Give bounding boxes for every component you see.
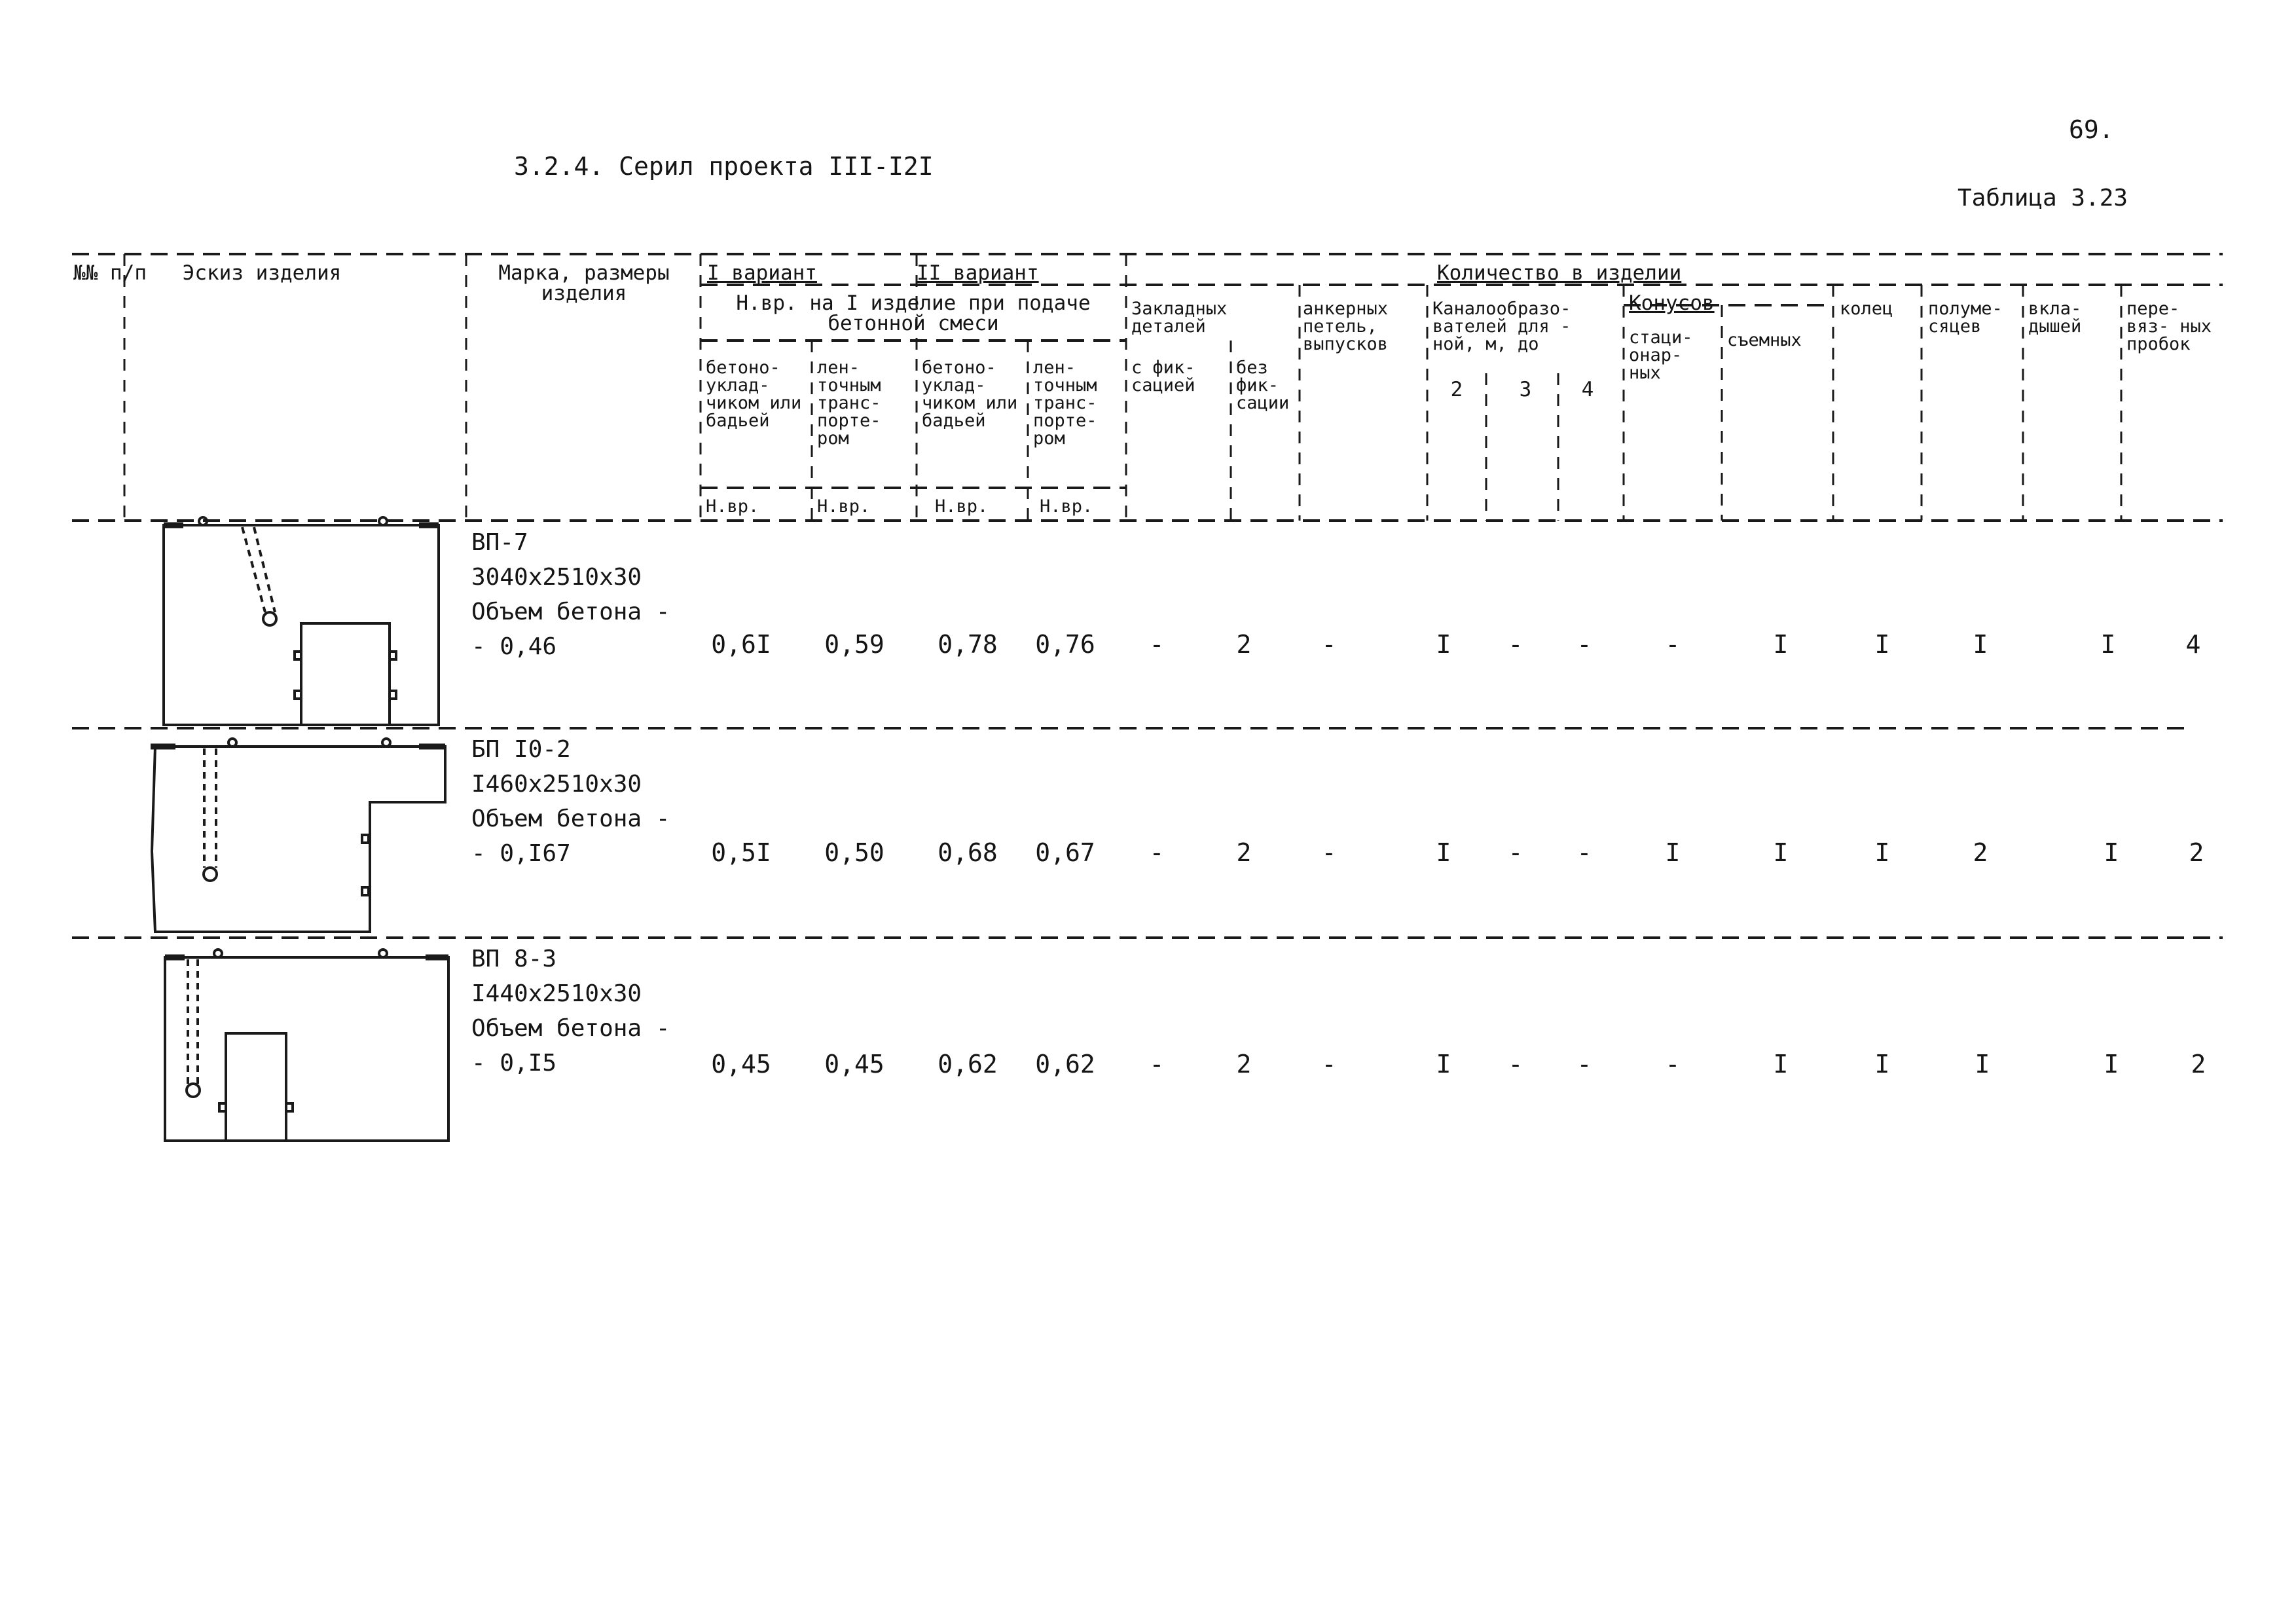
header-embedded: Закладных деталей [1131,299,1228,337]
row2-volume-label: Объем бетона - [471,805,670,832]
header-v2-belt-conveyor: лен- точным транс- порте- ром [1033,358,1097,449]
cell-cones-stationary: - [1665,1050,1681,1079]
cell-embedded-fixed: - [1149,1050,1165,1079]
header-sketch: Эскиз изделия [182,261,342,285]
cell-v2-placer: 0,68 [938,838,998,867]
cell-v2-placer: 0,62 [938,1050,998,1079]
header-anchor: анкерных петель, выпусков [1303,299,1389,354]
cell-v2-placer: 0,78 [938,630,998,659]
cell-embedded-fixed: - [1149,838,1165,867]
cell-channel-4: - [1576,838,1592,867]
cell-v1-conveyor: 0,50 [824,838,884,867]
cell-v1-conveyor: 0,45 [824,1050,884,1079]
row3-volume: - 0,I5 [471,1050,557,1077]
header-cones: Конусов [1629,291,1715,315]
sketch-vp7-icon [164,517,439,725]
header-variant2: II вариант [917,261,1039,285]
sketch-vp8-icon [165,950,448,1141]
header-embedded-not-fixed: без фик- сации [1236,358,1290,413]
cell-channel-2: I [1436,1050,1451,1079]
cell-channel-3: - [1508,838,1523,867]
cell-rings: I [1874,1050,1890,1079]
cell-cones-stationary: - [1665,630,1681,659]
cell-rings: I [1874,630,1890,659]
row1-volume-label: Объем бетона - [471,599,670,625]
cell-channel-3: - [1508,1050,1523,1079]
cell-half-moons: 2 [1973,838,1988,867]
header-mark: Марка, размеры изделия [498,261,670,305]
row2-mark: БП I0-2 [471,736,571,763]
header-labor: Н.вр. на I изделие при подаче бетонной смеси [736,291,1091,335]
cell-v1-conveyor: 0,59 [824,630,884,659]
cell-inserts: I [2104,838,2119,867]
row1-mark-block [471,525,670,664]
cell-cones-removable: I [1773,838,1789,867]
header-channel-3: 3 [1519,378,1532,401]
cell-embedded-not-fixed: 2 [1236,1050,1252,1079]
cell-rings: I [1874,838,1890,867]
cell-half-moons: I [1975,1050,1990,1079]
cell-cones-removable: I [1773,1050,1789,1079]
header-channel-2: 2 [1450,378,1463,401]
cell-v1-placer: 0,6I [711,630,771,659]
cell-channel-2: I [1436,838,1451,867]
cell-embedded-not-fixed: 2 [1236,630,1252,659]
cell-v1-placer: 0,45 [711,1050,771,1079]
cell-inserts: I [2100,630,2116,659]
cell-anchor: - [1321,1050,1337,1079]
cell-plugs: 2 [2191,1050,2206,1079]
cell-v2-conveyor: 0,62 [1035,1050,1095,1079]
section-title: 3.2.4. Серил проекта III-I2I [514,152,934,181]
cell-plugs: 2 [2189,838,2204,867]
cell-cones-removable: I [1773,630,1789,659]
header-cones-removable: съемных [1727,330,1802,350]
table-label: Таблица 3.23 [1958,185,2128,212]
cell-v1-placer: 0,5I [711,838,771,867]
cell-channel-4: - [1576,1050,1592,1079]
page-number: 69. [2069,115,2114,144]
row3-volume-label: Объем бетона - [471,1015,670,1042]
header-unit-1: Н.вр. [706,496,759,517]
header-quantity: Количество в изделии [1437,261,1682,285]
header-inserts: вкла- дышей [2028,299,2082,337]
row1-mark: ВП-7 [471,529,528,556]
header-embedded-fixed: с фик- сацией [1131,358,1195,396]
cell-v2-conveyor: 0,67 [1035,838,1095,867]
header-v1-concrete-placer: бетоно- уклад- чиком или бадьей [706,358,802,431]
cell-cones-stationary: I [1665,838,1681,867]
header-channel-4: 4 [1581,378,1594,401]
sketch-bp10-icon [151,739,445,932]
header-cones-stationary: стаци- онар- ных [1629,327,1693,383]
cell-channel-2: I [1436,630,1451,659]
row3-mark-block [471,942,670,1080]
cell-anchor: - [1321,630,1337,659]
cell-anchor: - [1321,838,1337,867]
header-plugs: пере- вяз- ных пробок [2126,299,2212,354]
row3-mark: ВП 8-3 [471,946,557,972]
header-unit-3: Н.вр. [935,496,989,517]
cell-plugs: 4 [2185,630,2201,659]
header-v1-belt-conveyor: лен- точным транс- порте- ром [817,358,881,449]
header-num: №№ п/п [73,261,147,285]
header-rings: колец [1840,299,1893,319]
cell-channel-4: - [1576,630,1592,659]
header-half-moons: полуме- сяцев [1928,299,2003,337]
cell-embedded-fixed: - [1149,630,1165,659]
cell-v2-conveyor: 0,76 [1035,630,1095,659]
header-variant1: I вариант [707,261,817,285]
cell-channel-3: - [1508,630,1523,659]
row2-mark-block [471,732,670,871]
row2-volume: - 0,I67 [471,840,571,867]
cell-half-moons: I [1973,630,1988,659]
row2-size: I460х2510х30 [471,771,642,798]
header-v2-concrete-placer: бетоно- уклад- чиком или бадьей [922,358,1018,431]
cell-embedded-not-fixed: 2 [1236,838,1252,867]
row1-volume: - 0,46 [471,633,557,660]
header-channel: Каналообразо- вателей для - ной, м, до [1432,299,1571,354]
row3-size: I440х2510х30 [471,980,642,1007]
row1-size: 3040х2510х30 [471,564,642,591]
cell-inserts: I [2104,1050,2119,1079]
header-unit-2: Н.вр. [817,496,871,517]
header-unit-4: Н.вр. [1040,496,1093,517]
